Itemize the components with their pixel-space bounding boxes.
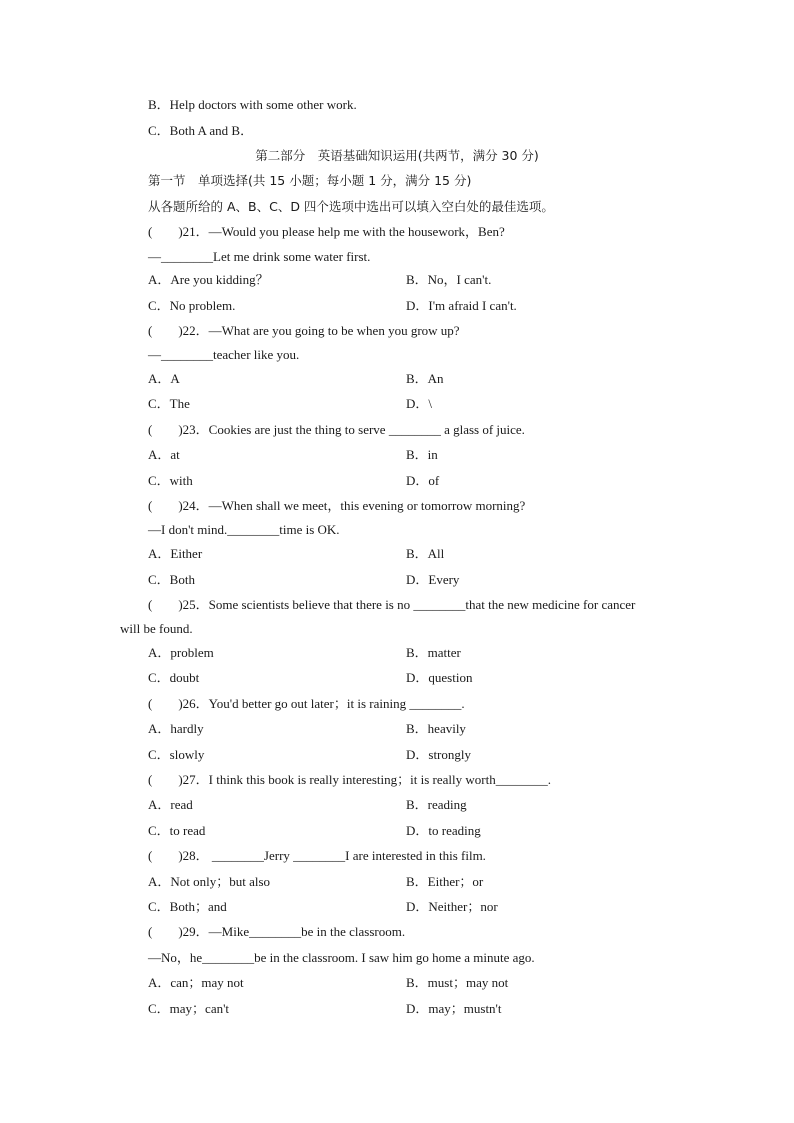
- question-stem: ( )28． ________Jerry ________I are interested in this film.: [148, 848, 486, 863]
- option-a: A．problem: [148, 645, 214, 660]
- option-b: B．An: [406, 371, 444, 386]
- option-d: D．question: [406, 670, 473, 685]
- option-b: B．must；may not: [406, 975, 509, 990]
- question-stem-line2: —I don't mind.________time is OK.: [148, 522, 340, 537]
- option-c: C．may；can't: [148, 1001, 230, 1016]
- question-stem: ( )23．Cookies are just the thing to serve ________ a glass of juice.: [148, 422, 525, 437]
- option-b: B．reading: [406, 797, 467, 812]
- option-d: D．Neither；nor: [406, 899, 498, 914]
- option-c: C．slowly: [148, 747, 205, 762]
- option-c: C．Both；and: [148, 899, 227, 914]
- option-b: B．in: [406, 447, 438, 462]
- option-d: D．of: [406, 473, 440, 488]
- prev-option-c: C．Both A and B．: [148, 123, 254, 138]
- section-heading: 第一节 单项选择(共 15 小题；每小题 1 分，满分 15 分): [148, 173, 472, 188]
- option-b: B．heavily: [406, 721, 466, 736]
- question-stem: ( )29．—Mike________be in the classroom.: [148, 924, 406, 939]
- option-c: C．Both: [148, 572, 195, 587]
- question-stem: ( )22．—What are you going to be when you grow up?: [148, 323, 460, 338]
- option-c: C．The: [148, 396, 190, 411]
- option-d: D．to reading: [406, 823, 481, 838]
- option-c: C．doubt: [148, 670, 200, 685]
- option-b: B．All: [406, 546, 445, 561]
- option-a: A．read: [148, 797, 193, 812]
- option-d: D．strongly: [406, 747, 472, 762]
- option-d: D．I'm afraid I can't.: [406, 298, 517, 313]
- option-a: A．Either: [148, 546, 203, 561]
- option-a: A．can；may not: [148, 975, 244, 990]
- question-stem-line2: —________teacher like you.: [148, 347, 300, 362]
- option-b: B．Either；or: [406, 874, 484, 889]
- option-d: D．may；mustn't: [406, 1001, 502, 1016]
- question-stem: ( )21．—Would you please help me with the housework，Ben?: [148, 224, 505, 239]
- option-c: C．to read: [148, 823, 206, 838]
- option-d: D．Every: [406, 572, 460, 587]
- question-stem-line2: —No，he________be in the classroom. I saw him go home a minute ago.: [148, 950, 535, 965]
- option-a: A．hardly: [148, 721, 204, 736]
- question-stem: ( )27．I think this book is really interesting；it is really worth________.: [148, 772, 551, 787]
- option-a: A．Are you kidding？: [148, 272, 269, 287]
- part-heading: 第二部分 英语基础知识运用(共两节，满分 30 分): [255, 148, 539, 163]
- option-b: B．No，I can't.: [406, 272, 492, 287]
- question-stem: ( )26．You'd better go out later；it is raining ________.: [148, 696, 465, 711]
- option-c: C．with: [148, 473, 193, 488]
- option-a: A．A: [148, 371, 180, 386]
- option-d: D．\: [406, 396, 433, 411]
- question-stem: ( )25．Some scientists believe that there is no ________that the new medicine for cancer: [148, 597, 636, 612]
- prev-option-b: B．Help doctors with some other work.: [148, 97, 357, 112]
- option-c: C．No problem.: [148, 298, 236, 313]
- option-a: A．at: [148, 447, 180, 462]
- option-b: B．matter: [406, 645, 461, 660]
- instruction-text: 从各题所给的 A、B、C、D 四个选项中选出可以填入空白处的最佳选项。: [148, 199, 554, 214]
- question-stem: ( )24．—When shall we meet，this evening or tomorrow morning?: [148, 498, 526, 513]
- question-stem-line2: will be found.: [120, 621, 193, 636]
- question-stem-line2: —________Let me drink some water first.: [148, 249, 371, 264]
- option-a: A．Not only；but also: [148, 874, 271, 889]
